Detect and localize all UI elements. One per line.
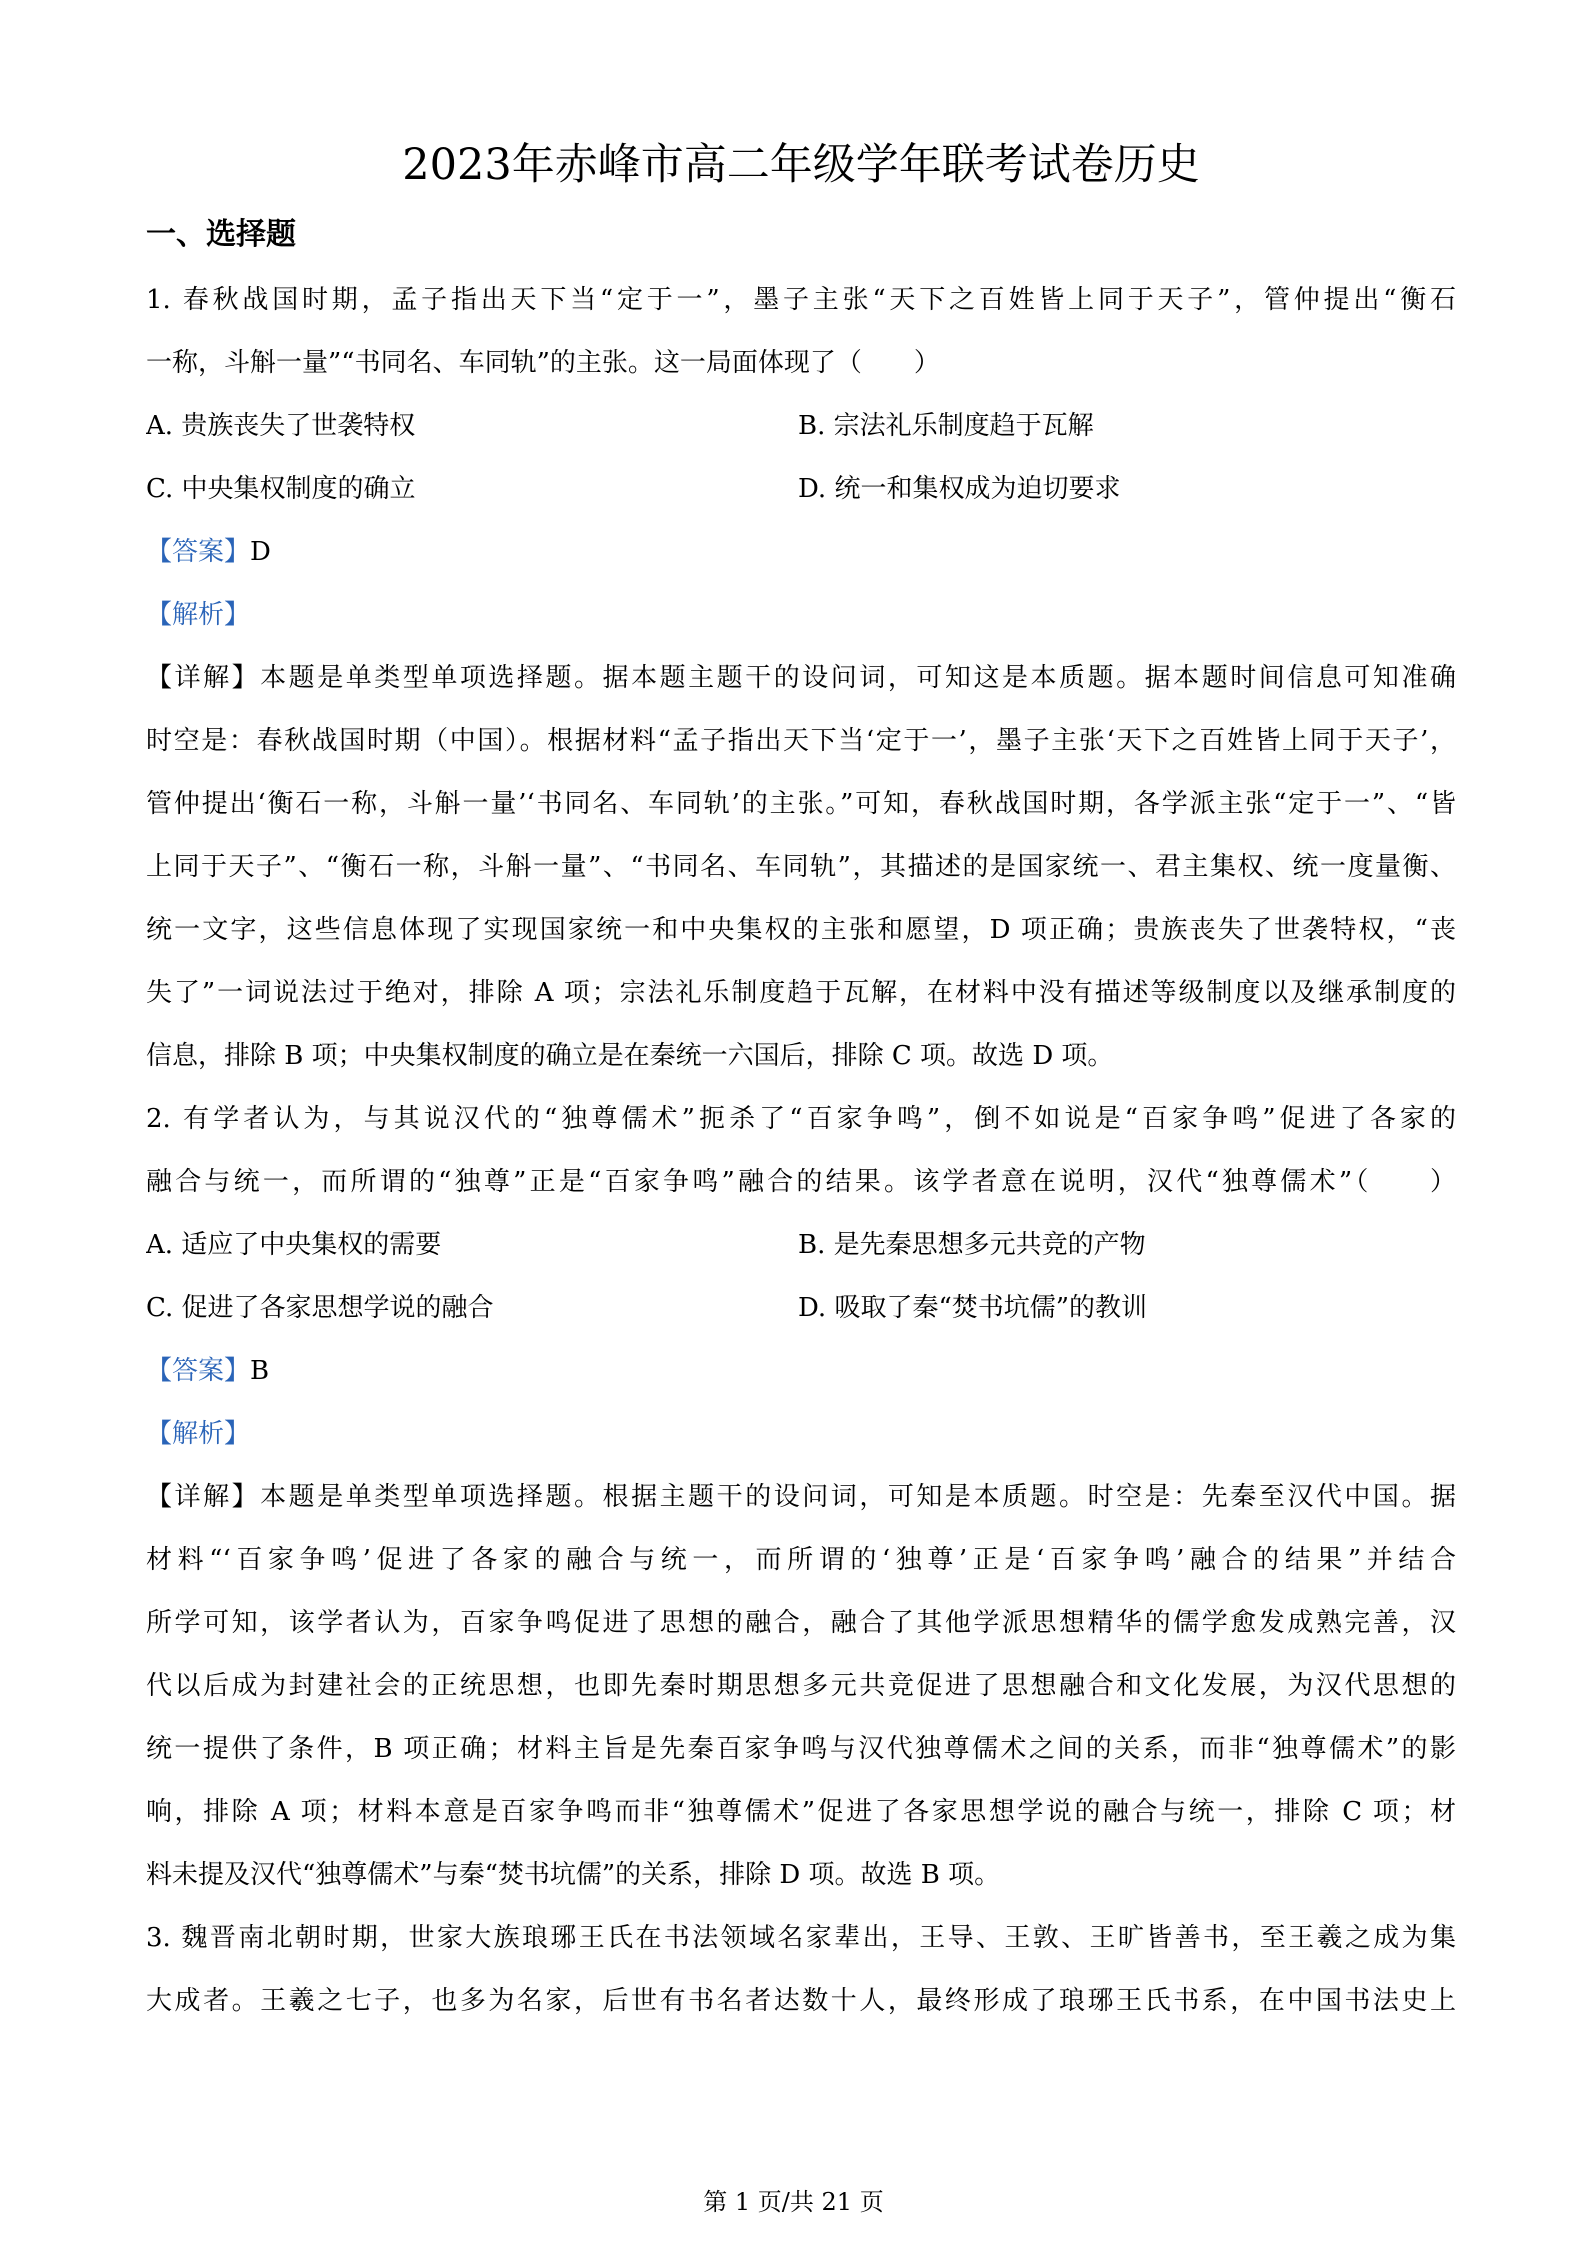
q1-stem-line-1: 1. 春秋战国时期，孟子指出天下当“定于一”，墨子主张“天下之百姓皆上同于天子”，管仲提出“衡石 [146, 285, 1456, 315]
q2-detail-line-1: 【详解】本题是单类型单项选择题。根据主题干的设问词，可知是本质题。时空是：先秦至汉代中国。据 [146, 1482, 1456, 1512]
q2-options-row-1 [146, 1225, 1456, 1265]
q2-answer-value: B [250, 1356, 270, 1386]
q2-stem-line-2: 融合与统一，而所谓的“独尊”正是“百家争鸣”融合的结果。该学者意在说明，汉代“独尊儒术”（ ） [146, 1167, 1456, 1197]
q2-detail-line-2: 材料“‘百家争鸣’促进了各家的融合与统一，而所谓的‘独尊’正是‘百家争鸣’融合的结果”并结合 [146, 1545, 1456, 1575]
q1-detail-line-2: 时空是：春秋战国时期（中国）。根据材料“孟子指出天下当‘定于一’，墨子主张‘天下之百姓皆上同于天子’， [146, 726, 1456, 756]
q1-detail-line-6: 失了”一词说法过于绝对，排除 A 项；宗法礼乐制度趋于瓦解，在材料中没有描述等级制度以及继承制度的 [146, 978, 1456, 1008]
q2-answer-tag: 【答案】 [146, 1356, 251, 1386]
q1-detail-line-5: 统一文字，这些信息体现了实现国家统一和中央集权的主张和愿望，D 项正确；贵族丧失了世袭特权，“丧 [146, 915, 1456, 945]
q1-option-a: A. 贵族丧失了世袭特权 [146, 411, 416, 441]
page-footer: 第 1 页/共 21 页 [703, 2188, 884, 2216]
q2-detail-line-4: 代以后成为封建社会的正统思想，也即先秦时期思想多元共竞促进了思想融合和文化发展，为汉代思想的 [146, 1671, 1456, 1701]
q2-detail-line-7: 料未提及汉代“独尊儒术”与秦“焚书坑儒”的关系，排除 D 项。故选 B 项。 [146, 1860, 1001, 1890]
q1-detail-line-4: 上同于天子”、“衡石一称，斗斛一量”、“书同名、车同轨”，其描述的是国家统一、君主集权、统一度量衡、 [146, 852, 1456, 882]
q1-detail-line-7: 信息，排除 B 项；中央集权制度的确立是在秦统一六国后，排除 C 项。故选 D 项。 [146, 1041, 1114, 1071]
q2-stem-line-1: 2. 有学者认为，与其说汉代的“独尊儒术”扼杀了“百家争鸣”，倒不如说是“百家争鸣”促进了各家的 [146, 1104, 1456, 1134]
q1-option-d: D. 统一和集权成为迫切要求 [798, 474, 1121, 504]
q1-detail-line-3: 管仲提出‘衡石一称，斗斛一量’‘书同名、车同轨’的主张。”可知，春秋战国时期，各学派主张“定于一”、“皆 [146, 789, 1456, 819]
q1-options-row-2 [146, 469, 1456, 509]
q2-option-c: C. 促进了各家思想学说的融合 [146, 1293, 494, 1323]
q2-detail-line-6: 响，排除 A 项；材料本意是百家争鸣而非“独尊儒术”促进了各家思想学说的融合与统一，排除 C 项；材 [146, 1797, 1456, 1827]
q2-analysis-tag: 【解析】 [146, 1419, 251, 1449]
q1-option-b: B. 宗法礼乐制度趋于瓦解 [798, 411, 1094, 441]
q1-detail-line-1: 【详解】本题是单类型单项选择题。据本题主题干的设问词，可知这是本质题。据本题时间信息可知准确 [146, 663, 1456, 693]
q1-stem-line-2: 一称，斗斛一量”“书同名、车同轨”的主张。这一局面体现了（ ） [146, 348, 940, 378]
q2-option-d: D. 吸取了秦“焚书坑儒”的教训 [798, 1293, 1148, 1323]
q2-detail-line-3: 所学可知，该学者认为，百家争鸣促进了思想的融合，融合了其他学派思想精华的儒学愈发成熟完善，汉 [146, 1608, 1456, 1638]
q2-answer [146, 1351, 1456, 1391]
q3-stem-line-1: 3. 魏晋南北朝时期，世家大族琅琊王氏在书法领域名家辈出，王导、王敦、王旷皆善书，至王羲之成为集 [146, 1923, 1456, 1953]
q1-options-row-1 [146, 406, 1456, 446]
q2-options-row-2 [146, 1288, 1456, 1328]
q1-option-c: C. 中央集权制度的确立 [146, 474, 416, 504]
q2-option-b: B. 是先秦思想多元共竞的产物 [798, 1230, 1146, 1260]
q1-detail-tag: 【详解】 [146, 663, 261, 693]
q1-answer-value: D [250, 537, 271, 567]
q2-detail-line-5: 统一提供了条件，B 项正确；材料主旨是先秦百家争鸣与汉代独尊儒术之间的关系，而非“独尊儒术”的影 [146, 1734, 1456, 1764]
q1-analysis-tag: 【解析】 [146, 600, 251, 630]
q2-option-a: A. 适应了中央集权的需要 [146, 1230, 442, 1260]
q1-answer [146, 532, 1456, 572]
page-content [146, 0, 1456, 2245]
q3-stem-line-2: 大成者。王羲之七子，也多为名家，后世有书名者达数十人，最终形成了琅琊王氏书系，在中国书法史上 [146, 1986, 1456, 2016]
section-heading: 一、选择题 [146, 217, 296, 252]
q2-detail-tag: 【详解】 [146, 1482, 261, 1512]
q1-answer-tag: 【答案】 [146, 537, 251, 567]
page-title: 2023年赤峰市高二年级学年联考试卷历史 [402, 140, 1200, 190]
